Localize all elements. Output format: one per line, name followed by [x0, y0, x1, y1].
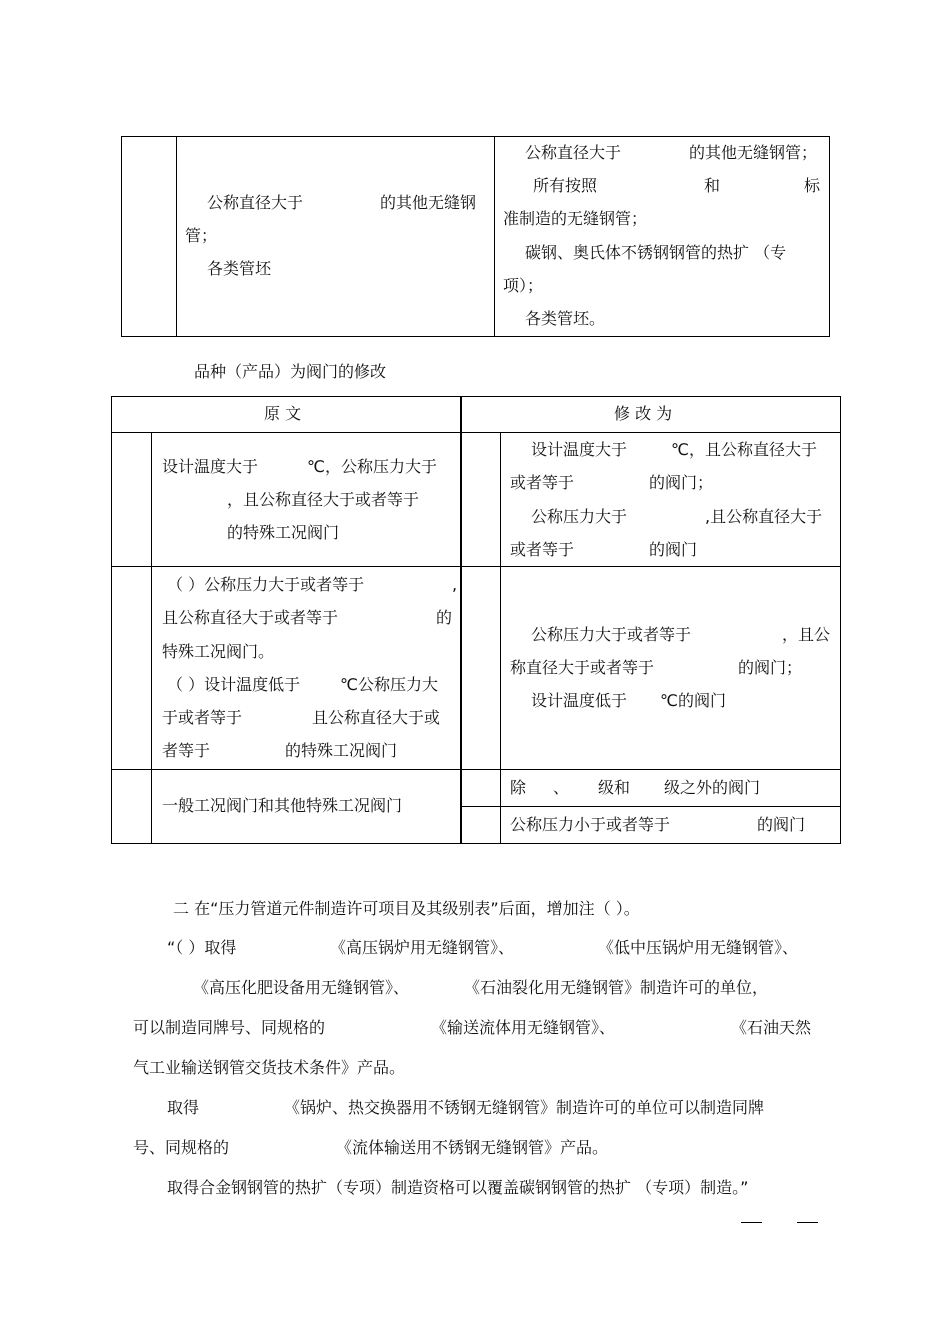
- paragraph-amendment: 二 在“压力管道元件制造许可项目及其级别表”后面，增加注（ ）。: [173, 899, 640, 918]
- text-line: 《高压化肥设备用无缝钢管》、: [193, 978, 410, 997]
- text-line: 者等于: [162, 741, 211, 760]
- text-line: 设计温度大于: [162, 457, 259, 476]
- text-line: 级和: [598, 778, 631, 797]
- text-line: 的其他无缝钢管；: [689, 143, 818, 162]
- section-heading: 品种（产品）为阀门的修改: [194, 362, 387, 381]
- text-line: 的: [436, 608, 453, 627]
- text-line: 气工业输送钢管交货技术条件》产品。: [133, 1058, 406, 1077]
- text-line: “（ ）取得: [167, 938, 237, 957]
- text-line: 除: [510, 778, 527, 797]
- footer-dash: [741, 1222, 762, 1223]
- text-line: 、: [553, 778, 570, 797]
- text-line: 公称压力大于: [531, 507, 628, 526]
- text-line: ℃的阀门: [660, 691, 726, 710]
- text-line: 的其他无缝钢: [380, 193, 477, 212]
- text-line: 项）；: [503, 276, 544, 295]
- text-line: 公称直径大于: [525, 143, 622, 162]
- text-line: 或者等于: [510, 473, 575, 492]
- text-line: 标: [804, 176, 821, 195]
- text-line: 取得: [167, 1098, 200, 1117]
- text-line: ，且公: [782, 625, 831, 644]
- text-line: 管；: [185, 226, 218, 245]
- text-line: 公称压力小于或者等于: [510, 815, 671, 834]
- text-line: 可以制造同牌号、同规格的: [133, 1018, 326, 1037]
- text-line: 《锅炉、热交换器用不锈钢无缝钢管》制造许可的单位可以制造同牌: [284, 1098, 765, 1117]
- text-line: 《低中压锅炉用无缝钢管》、: [598, 938, 799, 957]
- text-line: 的阀门；: [738, 658, 803, 677]
- text-line: ℃公称压力大: [340, 675, 438, 694]
- row3-original-text: 一般工况阀门和其他特殊工况阀门: [162, 796, 403, 815]
- text-line: 《石油裂化用无缝钢管》制造许可的单位，: [464, 978, 769, 997]
- text-line: 《流体输送用不锈钢无缝钢管》产品。: [336, 1138, 609, 1157]
- text-line: 的阀门: [757, 815, 806, 834]
- text-line: 的阀门；: [649, 473, 714, 492]
- text-line: 各类管坯: [207, 259, 272, 278]
- text-line: 设计温度低于: [531, 691, 628, 710]
- text-line: 公称压力大于或者等于: [531, 625, 692, 644]
- text-line: 取得合金钢钢管的热扩（专项）制造资格可以覆盖碳钢钢管的热扩 （专项）制造。”: [167, 1178, 749, 1197]
- text-line: 设计温度大于: [531, 440, 628, 459]
- text-line: 且公称直径大于或: [312, 708, 441, 727]
- text-line: ,: [452, 575, 458, 594]
- text-line: 于或者等于: [162, 708, 243, 727]
- text-line: （ ）公称压力大于或者等于: [167, 575, 365, 594]
- text-line: 《输送流体用无缝钢管》、: [431, 1018, 616, 1037]
- text-line: 准制造的无缝钢管；: [503, 209, 648, 228]
- text-line: 特殊工况阀门。: [162, 642, 275, 661]
- text-line: 称直径大于或者等于: [510, 658, 655, 677]
- text-line: 的特殊工况阀门: [227, 523, 340, 542]
- text-line: ,且公称直径大于: [705, 507, 823, 526]
- text-line: 级之外的阀门: [664, 778, 761, 797]
- header-modified: 修 改 为: [614, 404, 673, 423]
- text-line: 或者等于: [510, 540, 575, 559]
- text-line: 且公称直径大于或者等于: [162, 608, 339, 627]
- text-line: 碳钢、奥氏体不锈钢钢管的热扩 （专: [525, 243, 787, 262]
- header-original: 原 文: [264, 404, 302, 423]
- text-line: 《石油天然: [731, 1018, 812, 1037]
- text-line: ℃，且公称直径大于: [671, 440, 817, 459]
- text-line: 和: [704, 176, 721, 195]
- text-line: ，且公称直径大于或者等于: [227, 490, 420, 509]
- footer-dash: [797, 1222, 818, 1223]
- text-line: （ ）设计温度低于: [167, 675, 301, 694]
- text-line: 《高压锅炉用无缝钢管》、: [330, 938, 515, 957]
- text-line: 所有按照: [533, 176, 598, 195]
- text-line: 公称直径大于: [207, 193, 304, 212]
- text-line: 的阀门: [649, 540, 698, 559]
- text-line: 的特殊工况阀门: [285, 741, 398, 760]
- text-line: 各类管坯。: [525, 309, 606, 328]
- text-line: 号、同规格的: [133, 1138, 230, 1157]
- text-line: ℃，公称压力大于: [307, 457, 437, 476]
